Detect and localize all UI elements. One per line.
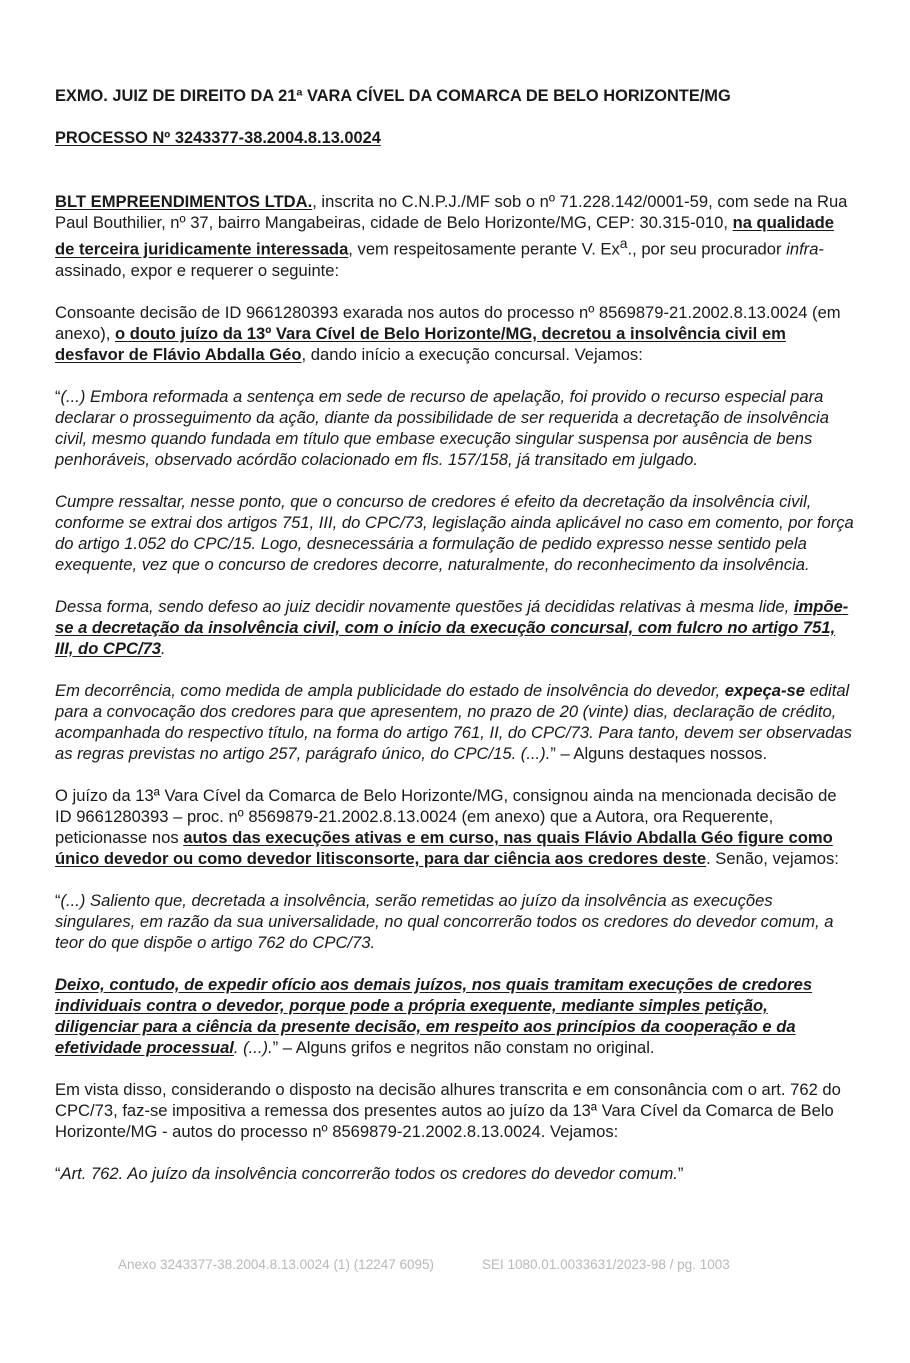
ordering-text-1: O juízo da 13ª Vara Cível da Comarca de Belo Horizonte/MG, consignou ainda na mencionada decisão de ID 9661280393 – proc. nº 8569879-21.2002.8.13.0024 (em anexo) que a Autora, ora Requerente, peticionasse nos [55,785,837,847]
interested-party-clause: na qualidade de terceira juridicamente interessada [55,213,835,259]
intro-paragraph [55,191,855,281]
quote-4-text-1: Em decorrência, como medida de ampla publicidade do estado de insolvência do devedor, [55,680,725,700]
quote-1-text: (...) Embora reformada a sentença em sede de recurso de apelação, foi provido o recurso especial para declarar o prosseguimento da ação, diante da possibilidade de ser requerida a decretação de insolvência civil, mesmo quando fundada em título que embase execução singular suspensa por ausência de bens penhoráveis, observado acórdão colacionado em fls. 157/158, já transitado em julgado. [55,386,829,469]
quote-2-text: Cumpre ressaltar, nesse ponto, que o concurso de credores é efeito da decretação da insolvência civil, conforme se extrai dos artigos 751, III, do CPC/73, legislação ainda aplicável no caso em comento, por força do artigo 1.052 do CPC/15. Logo, desnecessária a formulação de pedido expresso nesse sentido pela exequente, vez que o concurso de credores decorre, naturalmente, do reconhecimento da insolvência. [55,491,854,574]
quote-4-note: ” – Alguns destaques nossos. [550,743,768,763]
intro-text-3: ., por seu procurador [627,239,787,259]
quote-3-text-1: Dessa forma, sendo defeso ao juiz decidir novamente questões já decididas relativas à mesma lide, [55,596,794,616]
quote-6 [55,974,855,1058]
page-footer-watermark [118,1257,818,1272]
company-name: BLT EMPREENDIMENTOS LTDA. [55,192,313,211]
quote-open-mark: “ [55,386,61,406]
decision-paragraph [55,302,855,365]
intro-text-4: -assinado, expor e requerer o seguinte: [55,239,824,280]
ordering-text-2: . Senão, vejamos: [706,848,839,868]
quote-5 [55,890,855,953]
intro-text-1: , inscrita no C.N.P.J./MF sob o nº 71.228.142/0001-59, com sede na Rua Paul Bouthilier, nº 37, bairro Mangabeiras, cidade de Belo Horizonte/MG, CEP: 30.315-010, [55,192,848,232]
footer-attachment-id: Anexo 3243377-38.2004.8.13.0024 (1) (12247 6095) [118,1257,435,1272]
quote-5-text: (...) Saliento que, decretada a insolvência, serão remetidas ao juízo da insolvência as execuções singulares, em razão da sua universalidade, no qual concorrerão todos os credores do devedor comum, a teor do que dispõe o artigo 762 do CPC/73. [55,890,834,952]
quote-3 [55,596,855,659]
quote-3-text-2: . [161,638,166,658]
quote-open-mark: “ [55,1163,61,1183]
ordering-highlight: autos das execuções ativas e em curso, nas quais Flávio Abdalla Géo figure como único devedor ou como devedor litisconsorte, para dar ciência aos credores deste [55,827,833,868]
quote-7-text: Art. 762. Ao juízo da insolvência concorrerão todos os credores do devedor comum. [60,1163,678,1183]
intro-infra: infra [786,239,819,259]
quote-4-highlight-text: expeça-se [724,680,805,700]
quote-2 [55,491,855,575]
quote-4 [55,680,855,764]
quote-3-highlight-text: impõe-se a decretação da insolvência civil, com o início da execução concursal, com fulcro no artigo 751, III, do CPC/73 [55,596,849,658]
addressee-heading: EXMO. JUIZ DE DIREITO DA 21ª VARA CÍVEL DA COMARCA DE BELO HORIZONTE/MG [55,87,731,105]
quote-1 [55,386,855,470]
quote-4-highlight [725,681,805,700]
footer-sei-id: SEI 1080.01.0033631/2023-98 / pg. 1003 [482,1257,730,1272]
decision-text-1: Consoante decisão de ID 9661280393 exarada nos autos do processo nº 8569879-21.2002.8.13.0024 (em anexo), [55,302,841,343]
quote-close-mark: ” [677,1163,684,1183]
quote-open-mark: “ [55,890,61,910]
conclusion-paragraph: Em vista disso, considerando o disposto na decisão alhures transcrita e em consonância com o art. 762 do CPC/73, faz-se impositiva a remessa dos presentes autos ao juízo da 13ª Vara Cível da Comarca de Belo Horizonte/MG - autos do processo nº 8569879-21.2002.8.13.0024. Vejamos: [55,1079,841,1141]
ordering-paragraph [55,785,855,869]
decision-text-2: , dando início a execução concursal. Vejamos: [301,344,643,364]
process-number: PROCESSO Nº 3243377-38.2004.8.13.0024 [55,129,381,147]
decision-highlight: o douto juízo da 13º Vara Cível de Belo Horizonte/MG, decretou a insolvência civil em desfavor de Flávio Abdalla Géo [55,323,786,364]
quote-4-text-2: edital para a convocação dos credores para que apresentem, no prazo de 20 (vinte) dias, declaração de crédito, acompanhada do respectivo título, na forma do artigo 761, II, do CPC/73. Para tanto, devem ser observadas as regras previstas no artigo 257, parágrafo único, do CPC/15. (...). [55,680,852,763]
quote-6-note: ” – Alguns grifos e negritos não constam no original. [272,1037,655,1057]
quote-6-highlight-text: Deixo, contudo, de expedir ofício aos demais juízos, nos quais tramitam execuções de credores individuais contra o devedor, porque pode a própria exequente, mediante simples petição, diligenciar para a ciência da presente decisão, em respeito aos princípios da cooperação e da efetividade processual [55,974,813,1057]
quote-6-text-1: . (...). [233,1037,273,1057]
intro-text-2: , vem respeitosamente perante V. Ex [348,239,620,259]
quote-7 [55,1163,855,1184]
process-number-heading [55,128,855,149]
intro-superscript: a [619,235,628,251]
document-page [55,86,855,1205]
